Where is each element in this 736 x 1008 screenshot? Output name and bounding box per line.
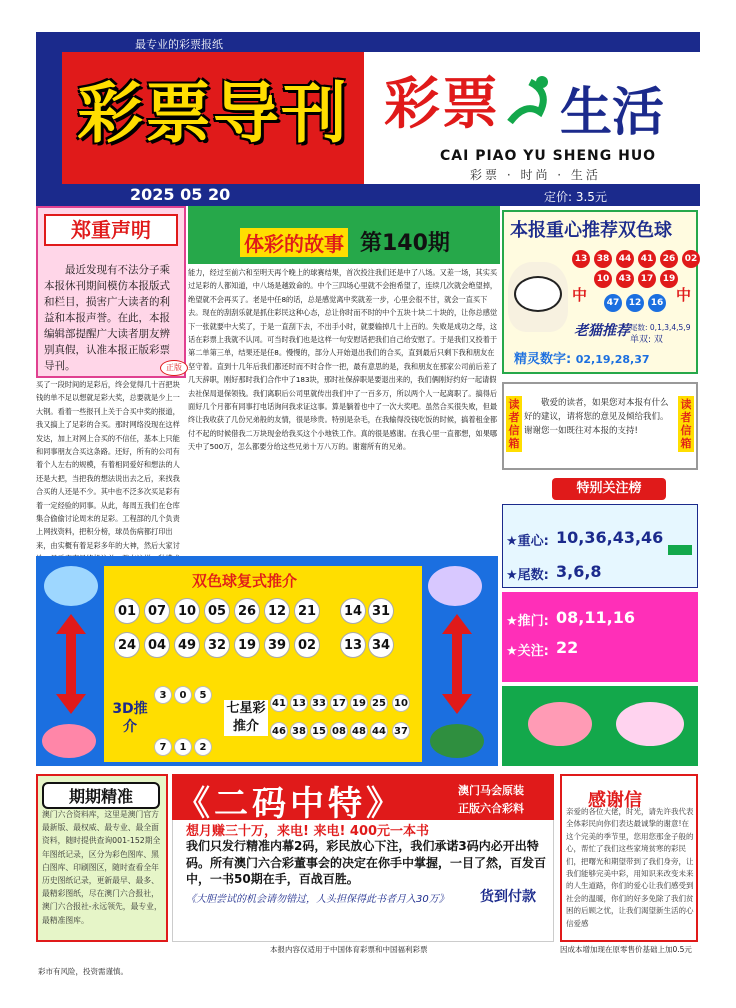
- guanzhu-values: 22: [556, 638, 579, 657]
- fushi-ball: 39: [264, 632, 290, 658]
- laomao-label: 老猫推荐: [574, 323, 630, 339]
- red-ball: 19: [660, 270, 678, 288]
- story-text-left: 买了一段时间的足彩后，终会觉得几十百把块钱的单不足以想就足彩大奖，总要就是少上一大钢。看着一些报刊上关于合买中奖的报道，我又搞上了足彩的合买。那时网络没现在这样发达，加上对网上合买的不信任，基本上只能和同事朋友合买这条路。还好，所有的公司有着个人左右的规模，有着相同爱好和想法的人还是大把，当把我的想法说出去之后，来找我合买的人还是不少。其中也不泛多次买足彩有着一定经验的同事。从此，每周五我们在仓库集合偷偷讨论周末的足彩。工程部的几个负责上网找资料，把积分榜，球员伤病都打印出来，由实概有着足彩多年的大神，然后大家讨: [36, 380, 180, 550]
- qiqi-text: 澳门六合资料库，这里是澳门官方最新版、最权威、最专业、最全面资料，随时提供查询001-152期全年图纸记录，区分为彩色图库、黑白图库、印刷图区，随时查看全年历史图纸记录，更新最早、最多、最精彩图纸，尽在澳门六合报社，澳门六合报社-永远领先，最专业，最精准图库。: [42, 810, 162, 925]
- rat-icon: [44, 566, 98, 606]
- zhongxin-values: 10,36,43,46: [556, 528, 664, 547]
- d3-ball: 5: [194, 686, 212, 704]
- qixing-ball: 25: [370, 694, 388, 712]
- reader-label-right: 读者信箱: [678, 396, 694, 452]
- fushi-ball: 07: [144, 598, 170, 624]
- blue-ball: 47: [604, 294, 622, 312]
- fushi-ball: 34: [368, 632, 394, 658]
- runner-icon: [500, 72, 556, 132]
- d3-ball: 2: [194, 738, 212, 756]
- reader-text: 敬爱的读者，如果您对本报有什么好的建议，请将您的意见及倾给我们。谢谢您一如既往对本报的支持!: [524, 398, 669, 436]
- footer-left: 本报内容仅适用于中国体育彩票和中国福利彩票: [270, 945, 428, 954]
- fushi-ball: 13: [340, 632, 366, 658]
- erma-title: 《二码中特》: [176, 784, 404, 824]
- red-ball: 13: [572, 250, 590, 268]
- qixing-ball: 44: [370, 722, 388, 740]
- tuimen-label: ★推门:: [506, 614, 549, 629]
- fushi-ball: 32: [204, 632, 230, 658]
- declaration-title: 郑重声明: [44, 214, 178, 246]
- fushi-ball: 05: [204, 598, 230, 624]
- special-title: 特别关注榜: [552, 478, 666, 500]
- qixing-ball: 46: [270, 722, 288, 740]
- qixing-ball: 33: [310, 694, 328, 712]
- red-ball: 26: [660, 250, 678, 268]
- special-box-2: [502, 592, 698, 682]
- fushi-ball: 49: [174, 632, 200, 658]
- pig-icon-right: [616, 702, 684, 746]
- erma-body: 我们只发行精准内幕2码，彩民放心下注，我们承诺3码内必开出特码。所有澳门六合彩董事会的决定在你手中掌握，一目了然，百发百中，一书50期在手，百战百胜。: [186, 839, 547, 886]
- reader-label-left: 读者信箱: [506, 396, 522, 452]
- pig-icon-left: [528, 702, 592, 746]
- red-ball: 41: [638, 250, 656, 268]
- qixing-ball: 15: [310, 722, 328, 740]
- logo-sub: 彩票 · 时尚 · 生活: [470, 168, 601, 182]
- red-ball: 43: [616, 270, 634, 288]
- footer-right: 因成本增加现在原零售价基础上加0.5元: [560, 945, 692, 954]
- qixing-ball: 17: [330, 694, 348, 712]
- thanks-text: 亲爱的各位大佬，时光，请先许我代表全体彩民向你们表达最诚挚的谢意!在这个完美的季节里，您用您那金子般的心，帮忙了我们这些家境贫寒的彩民们，把曙光和期望带到了我们身旁，让我们能够完美中彩，用知识来改变未来的人生道路，你们的爱心让我们感受到社会的温暖，你们的好多免除了我们贫困的后顾之忧，让我们渴望新生活的心信爱感: [566, 807, 694, 928]
- arrow-up-down-icon: [56, 614, 86, 714]
- qixing-ball: 19: [350, 694, 368, 712]
- d3-ball: 7: [154, 738, 172, 756]
- erma-foot: 《大胆尝试的机会请勿错过，人头担保得此书者月入30万》: [186, 894, 449, 905]
- red-ball: 02: [682, 250, 700, 268]
- story-text-main: 能力，经过至前六和至明天再个晚上的球赛结果，首次投注我们还是中了八场。又差一场，其实买过足彩的人都知道，中八场是越致命的。中个三四场心里就不会抱希望了，连续几次就会绝望掉，绝望就不会再买了。老是中任8的话，总是感觉离中奖就差一步，心里会很不甘，就会一直买下去。现在的刮刮乐就是抓住彩民这种心态，总让你时而不时的中个五块十块二十块的，让你总感觉下一张就要中大奖了，于是一直刮下去，不出手小时，就要输掉几十上百的。失败是成功之母，这话在彩票上我就不认同。可当时我们也是这样一句安慰话把我们自己给安慰了。于是我们又投着于第二单第三单，结果还是任8。慢慢的，部分人开始退出我们的合买，直到最后只剩下我和朋友在坚守着。直到十几年后我们都还时而不时合作一把，最有意思的是，我和朋友在那家公司前后差了几天辞职，刚好那时我们合作中了183块，那时社保辞职是要退出来的，我们俩刚好约好一起请假去社保局退保领钱。我们离职后公司里就传出我们中了一百多万，所以两个人一起离职了。搞得后面好几个月都有同事打电话询问我求证这事。算是躺着也中了一次大奖吧。虽然合买很失败，但最终让我收获了几份兄弟般的友情，很是珍贵。特别是杂毛，在我输得没钱吃饭的时候，搞着租金都付不起的时候借我二万块现金给我买这个小地铁工作。真的很是感谢。在我心里一直都想，如果哪天中了500万，怎么都要分给这些兄弟十万八万的。谢谢所有的兄弟。: [188, 268, 498, 452]
- fushi-ball: 14: [340, 598, 366, 624]
- zhong-left: 中: [572, 286, 588, 304]
- fushi-ball: 01: [114, 598, 140, 624]
- qiqi-title: 期期精准: [42, 782, 160, 809]
- qixing-ball: 13: [290, 694, 308, 712]
- fushi-ball: 26: [234, 598, 260, 624]
- erma-pay: 货到付款: [480, 889, 536, 905]
- red-ball: 38: [594, 250, 612, 268]
- pig-icon: [42, 724, 96, 758]
- footer-risk: 彩市有风险，投资需谨慎。: [38, 967, 128, 976]
- zhong-right: 中: [676, 286, 692, 304]
- fushi-ball: 19: [234, 632, 260, 658]
- erma-sub: 想月赚三十万，来电! 来电! 400元一本书: [186, 824, 430, 839]
- fushi-ball: 24: [114, 632, 140, 658]
- d3-ball: 3: [154, 686, 172, 704]
- cat-face-icon: [514, 276, 562, 312]
- fushi-ball: 04: [144, 632, 170, 658]
- green-marker: [668, 545, 692, 555]
- recommend-weishu: 尾数: 0,1,3,4,5,9: [630, 323, 691, 332]
- declaration-text: 最近发现有不法分子乘本报休刊期间模仿本报版式和栏目，损害广大读者的利益和本报声誉。在此，本报编辑部提醒广大读者朋友辨别真假，认准本报正版彩票导刊。: [44, 264, 170, 372]
- jingling-label: 精灵数字:: [514, 352, 572, 367]
- qixing-ball: 38: [290, 722, 308, 740]
- fushi-ball: 10: [174, 598, 200, 624]
- price: 定价: 3.5元: [544, 190, 607, 204]
- guanzhu-label: ★关注:: [506, 644, 549, 659]
- erma-right-2: 正版六合彩料: [458, 802, 524, 815]
- fushi-ball: 02: [294, 632, 320, 658]
- story-title: 体彩的故事: [240, 228, 348, 257]
- qixing-ball: 37: [392, 722, 410, 740]
- snake-icon: [430, 724, 484, 758]
- weishu-values: 3,6,8: [556, 562, 602, 581]
- genuine-stamp: 正版: [160, 360, 188, 376]
- qixing-ball: 10: [392, 694, 410, 712]
- brand-title: 彩票导刊: [77, 75, 349, 152]
- logo-left: 彩票: [384, 72, 500, 137]
- jingling-digits: [514, 348, 650, 367]
- fushi-ball: 31: [368, 598, 394, 624]
- blue-ball: 16: [648, 294, 666, 312]
- fushi-ball: 12: [264, 598, 290, 624]
- tuimen-values: 08,11,16: [556, 608, 635, 627]
- erma-right-1: 澳门马会原装: [458, 784, 524, 797]
- story-issue: 第140期: [360, 231, 450, 256]
- red-ball: 44: [616, 250, 634, 268]
- qixing-ball: 41: [270, 694, 288, 712]
- fushi-title: 双色球复式推介: [192, 572, 298, 590]
- red-ball: 10: [594, 270, 612, 288]
- qixing-ball: 08: [330, 722, 348, 740]
- thanks-title: 感谢信: [588, 790, 642, 811]
- logo-right: 生活: [560, 83, 665, 143]
- rabbit-icon: [428, 566, 482, 606]
- qixing-ball: 48: [350, 722, 368, 740]
- d3-ball: 1: [174, 738, 192, 756]
- label-3d: 3D推介: [112, 701, 148, 735]
- jingling-values: 02,19,28,37: [575, 353, 650, 366]
- fushi-ball: 21: [294, 598, 320, 624]
- side-strip: [36, 52, 62, 184]
- recommend-danshuang: 单双: 双: [630, 335, 663, 345]
- d3-ball: 0: [174, 686, 192, 704]
- logo-pinyin: CAI PIAO YU SHENG HUO: [440, 148, 657, 164]
- tagline: 最专业的彩票报纸: [135, 38, 223, 51]
- label-qixing: 七星彩推介: [224, 700, 268, 736]
- blue-ball: 12: [626, 294, 644, 312]
- weishu-label: ★尾数:: [506, 568, 549, 583]
- red-ball: 17: [638, 270, 656, 288]
- zhongxin-label: ★重心:: [506, 534, 549, 549]
- arrow-up-down-icon-right: [442, 614, 472, 714]
- issue-date: 2025 05 20: [130, 185, 231, 204]
- recommend-title: 本报重心推荐双色球: [510, 220, 672, 241]
